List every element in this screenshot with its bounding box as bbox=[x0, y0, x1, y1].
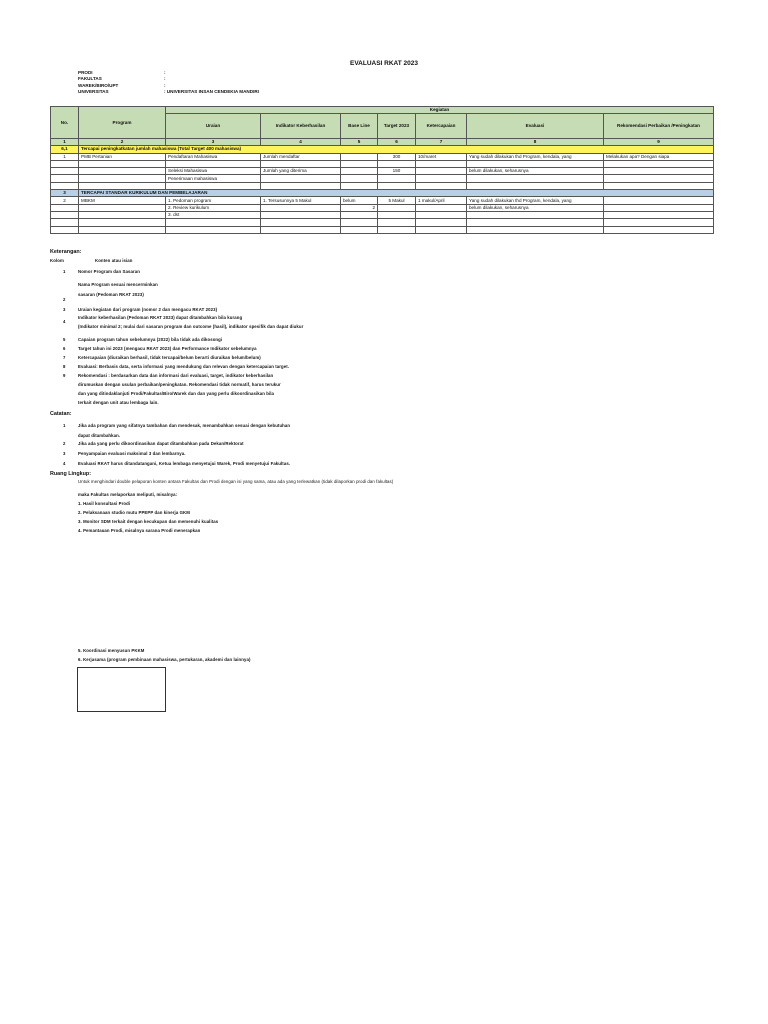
cell-no bbox=[51, 168, 79, 175]
catatan-item-text: Evaluasi RKAT harus ditandatangani, Ketua lembaga menyetujui Warek, Prodi menyetujui Fakultas. bbox=[78, 461, 291, 466]
cell-evaluasi bbox=[467, 226, 604, 233]
cell-indikator: Jumlah mendaftar bbox=[261, 153, 341, 160]
cell-no bbox=[51, 175, 79, 182]
cell-target bbox=[378, 182, 416, 189]
cell-indikator bbox=[261, 211, 341, 218]
cell-target bbox=[378, 226, 416, 233]
keterangan-item-text: Capaian program tahun sebelumnya (2022) bila tidak ada dikosongi bbox=[78, 337, 223, 342]
cell-base bbox=[341, 211, 378, 218]
keterangan-item-number: 9 bbox=[63, 373, 66, 378]
cell-base: 2 bbox=[341, 204, 378, 211]
keterangan-item-number: 3 bbox=[63, 307, 66, 312]
keterangan-item-text: sasaran (Pedoman RKAT 2023) bbox=[78, 292, 144, 297]
cell-rekom bbox=[604, 226, 714, 233]
cell-indikator bbox=[261, 175, 341, 182]
cell-target: 300 bbox=[378, 153, 416, 160]
header-baseline: Base Line bbox=[341, 114, 378, 139]
table-row bbox=[51, 153, 714, 160]
cell-program: MBKM bbox=[79, 197, 166, 204]
header-no: No. bbox=[51, 107, 79, 139]
cell-no bbox=[51, 211, 79, 218]
cell-base bbox=[341, 182, 378, 189]
cell-program bbox=[79, 219, 166, 226]
keterangan-item-number: 2 bbox=[63, 297, 66, 302]
cell-no bbox=[51, 226, 79, 233]
ruang-lingkup-item: 1. Hasil konsultasi Prodi bbox=[78, 501, 131, 506]
ruang-lingkup-item: 5. Koordinasi menyusun PKKM bbox=[78, 648, 145, 653]
meta-universitas: UNIVERSITAS : UNIVERSITAS INSAN CENDEKIA MANDIRI bbox=[78, 89, 259, 95]
keterangan-item-number: 5 bbox=[63, 337, 66, 342]
cell-uraian: Seleksi Mahasiswa bbox=[166, 168, 261, 175]
catatan-item-number: 3 bbox=[63, 451, 66, 456]
cell-program bbox=[79, 160, 166, 167]
table-row bbox=[51, 197, 714, 204]
cell-uraian bbox=[166, 182, 261, 189]
cell-base bbox=[341, 168, 378, 175]
page-title: EVALUASI RKAT 2023 bbox=[349, 60, 419, 67]
cell-indikator bbox=[261, 226, 341, 233]
cell-capai bbox=[416, 175, 467, 182]
cell-evaluasi: Yang sudah dilakukan thd Program, kendala, yang bbox=[467, 153, 604, 160]
header-kegiatan: Kegiatan bbox=[166, 107, 714, 114]
table-row bbox=[51, 168, 714, 175]
cell-uraian: Penerimaan mahasiswa bbox=[166, 175, 261, 182]
ruang-lingkup-item: 4. Pemantauan Prodi, misalnya sarana Prodi menerapkan bbox=[78, 528, 201, 533]
header-uraian: Uraian bbox=[166, 114, 261, 139]
cell-rekom bbox=[604, 219, 714, 226]
cell-evaluasi bbox=[467, 182, 604, 189]
keterangan-item-text: dirumuskan dengan usulan perbaikan/peningkatan. Rekomendasi tidak normatif, harus terukur bbox=[78, 382, 281, 387]
cell-rekom bbox=[604, 160, 714, 167]
keterangan-item-text: Nomor Program dan Sasaran bbox=[78, 269, 140, 274]
header-rekomendasi: Rekomendasi Perbaikan /Peningkatan bbox=[604, 114, 714, 139]
table-row bbox=[51, 175, 714, 182]
keterangan-heading: Keterangan: bbox=[50, 249, 82, 255]
keterangan-item-number: 6 bbox=[63, 346, 66, 351]
keterangan-item-text: (Indikator minimal 2; mulai dari sasaran program dan outcome (hasil), indikator spesifik dan dapat diukur bbox=[78, 324, 304, 329]
kolom-label: Kolom bbox=[50, 258, 64, 263]
cell-indikator bbox=[261, 219, 341, 226]
column-number-row: 1 2 3 4 5 6 7 8 9 bbox=[51, 139, 714, 146]
cell-target bbox=[378, 211, 416, 218]
keterangan-item-number: 8 bbox=[63, 364, 66, 369]
cell-indikator bbox=[261, 204, 341, 211]
cell-rekom: Melakukan apa? Dengan siapa bbox=[604, 153, 714, 160]
cell-target bbox=[378, 219, 416, 226]
cell-program bbox=[79, 175, 166, 182]
cell-capai: 10/maret bbox=[416, 153, 467, 160]
cell-base bbox=[341, 153, 378, 160]
cell-rekom bbox=[604, 182, 714, 189]
catatan-item-text: Jika ada program yang sifatnya tambahan dan mendesak, menambahkan sesuai dengan kebutuhan bbox=[78, 423, 291, 428]
meta-block bbox=[78, 70, 259, 96]
cell-rekom bbox=[604, 211, 714, 218]
section-1-rows bbox=[51, 153, 714, 189]
cell-base bbox=[341, 226, 378, 233]
cell-program bbox=[79, 182, 166, 189]
ruang-lingkup-item: 6. Kerjasama (program pembinaan mahasiswa, pertukaran, akademi dan lainnya) bbox=[78, 657, 251, 662]
evaluation-table bbox=[50, 106, 714, 234]
meta-fakultas: FAKULTAS : bbox=[78, 76, 166, 82]
cell-no: 1 bbox=[51, 153, 79, 160]
cell-base bbox=[341, 175, 378, 182]
cell-capai bbox=[416, 211, 467, 218]
cell-target bbox=[378, 175, 416, 182]
cell-uraian: Pendaftaran Mahasiswa bbox=[166, 153, 261, 160]
catatan-item-number: 1 bbox=[63, 423, 66, 428]
ruang-lingkup-item: 2. Pelaksanaan studio mutu PPEPP dan kinerja GKM bbox=[78, 510, 190, 515]
catatan-item-number: 4 bbox=[63, 461, 66, 466]
catatan-item-text: dapat ditambahkan. bbox=[78, 433, 121, 438]
cell-indikator: 1. Tersusunnya 5 Makul bbox=[261, 197, 341, 204]
keterangan-item-text: Ketercapaian (diuraikan berhasil, tidak tercapai/belum berarti diuraikan belum/belum) bbox=[78, 355, 261, 360]
cell-rekom bbox=[604, 204, 714, 211]
section-2-rows bbox=[51, 197, 714, 233]
cell-capai bbox=[416, 204, 467, 211]
keterangan-item-text: Indikator keberhasilan (Pedoman RKAT 2023) dapat ditambahkan bila kurang bbox=[78, 315, 243, 320]
catatan-heading: Catatan: bbox=[50, 411, 72, 417]
cell-capai bbox=[416, 182, 467, 189]
keterangan-item-number: 1 bbox=[63, 269, 66, 274]
table-row bbox=[51, 219, 714, 226]
table-row bbox=[51, 204, 714, 211]
catatan-item-number: 2 bbox=[63, 441, 66, 446]
cell-indikator: Jumlah yang diterima bbox=[261, 168, 341, 175]
cell-evaluasi bbox=[467, 211, 604, 218]
keterangan-item-number: 7 bbox=[63, 355, 66, 360]
cell-no bbox=[51, 160, 79, 167]
table-row bbox=[51, 160, 714, 167]
cell-uraian bbox=[166, 226, 261, 233]
cell-evaluasi bbox=[467, 175, 604, 182]
cell-uraian: 1. Pedoman program bbox=[166, 197, 261, 204]
cell-uraian: 2. Review kurikulum bbox=[166, 204, 261, 211]
table-row bbox=[51, 211, 714, 218]
cell-rekom bbox=[604, 175, 714, 182]
cell-no bbox=[51, 219, 79, 226]
table-row bbox=[51, 226, 714, 233]
cell-capai: 1 makul/April bbox=[416, 197, 467, 204]
keterangan-item-text: dan yang ditindaklanjuti Prodi/Fakultas/Biro/Warek dan dan yang perlu dikoordinasikan bila bbox=[78, 391, 275, 396]
keterangan-item-text: Rekomendasi : berdasarkan data dan informasi dari evaluasi, target, indikator keberhasilan bbox=[78, 373, 274, 378]
cell-capai bbox=[416, 226, 467, 233]
cell-target: 5 Makul bbox=[378, 197, 416, 204]
header-program: Program bbox=[79, 107, 166, 139]
cell-evaluasi bbox=[467, 219, 604, 226]
cell-no: 2 bbox=[51, 197, 79, 204]
cell-indikator bbox=[261, 160, 341, 167]
cell-program bbox=[79, 168, 166, 175]
cell-rekom bbox=[604, 197, 714, 204]
cell-evaluasi: belum dilakukan, seharusnya bbox=[467, 204, 604, 211]
cell-program: PMB Pertanian bbox=[79, 153, 166, 160]
keterangan-item-text: Nama Program sesuai mencerminkan bbox=[78, 282, 158, 287]
keterangan-item-text: Evaluasi: Berbasis data, serta informasi yang mendukung dan relevan dengan ketercapaian target. bbox=[78, 364, 290, 369]
cell-target: 150 bbox=[378, 168, 416, 175]
catatan-item-text: Jika ada yang perlu dikoordinasikan dapat ditambahkan pada Dekan/Rektorat bbox=[78, 441, 244, 446]
cell-target bbox=[378, 204, 416, 211]
keterangan-item-text: Target tahun ini 2023 (mengacu RKAT 2023) dan Performance Indikator sebelumnya bbox=[78, 346, 257, 351]
konten-label: Konten atau isian bbox=[95, 258, 133, 263]
cell-uraian bbox=[166, 160, 261, 167]
header-ketercapaian: Ketercapaian bbox=[416, 114, 467, 139]
ruang-lingkup-heading: Ruang Lingkup: bbox=[50, 471, 92, 477]
cell-base bbox=[341, 160, 378, 167]
signature-box bbox=[77, 667, 166, 712]
header-indikator: Indikator Keberhasilan bbox=[261, 114, 341, 139]
cell-program bbox=[79, 226, 166, 233]
ruang-lingkup-item: 3. Monitor SDM terkait dengan kecukupan dan memenuhi kualitas bbox=[78, 519, 219, 524]
cell-target bbox=[378, 160, 416, 167]
cell-base bbox=[341, 219, 378, 226]
keterangan-item-text: terkait dengan unit atau lembaga lain. bbox=[78, 400, 159, 405]
cell-no bbox=[51, 204, 79, 211]
meta-prodi: PRODI : bbox=[78, 70, 166, 75]
cell-uraian bbox=[166, 219, 261, 226]
keterangan-item-number: 4 bbox=[63, 319, 66, 324]
cell-base: belum bbox=[341, 197, 378, 204]
header-target: Target 2023 bbox=[378, 114, 416, 139]
cell-rekom bbox=[604, 168, 714, 175]
table-row bbox=[51, 182, 714, 189]
cell-evaluasi bbox=[467, 160, 604, 167]
cell-capai bbox=[416, 219, 467, 226]
keterangan-item-text: Uraian kegiatan dari program (nomor 2 dan mengacu RKAT 2023) bbox=[78, 307, 218, 312]
meta-warek: WAREK/BIRO/UPT : bbox=[78, 82, 166, 88]
cell-uraian: 3. dst bbox=[166, 211, 261, 218]
cell-capai bbox=[416, 168, 467, 175]
ruang-lingkup-intro: Untuk menghindari double pelaporan konten antara Fakultas dan Prodi dengan isi yang sama, atau ada yang terlewatkan (tidak dilaporkan prodi dan fakultas) bbox=[78, 479, 394, 484]
cell-program bbox=[79, 204, 166, 211]
cell-no bbox=[51, 182, 79, 189]
cell-indikator bbox=[261, 182, 341, 189]
ruang-lingkup-item: maka Fakultas melaporkan meliputi, misalnya: bbox=[78, 492, 178, 497]
cell-program bbox=[79, 211, 166, 218]
cell-evaluasi: Yang sudah dilakukan thd Program, kendala, yang bbox=[467, 197, 604, 204]
cell-capai bbox=[416, 160, 467, 167]
cell-evaluasi: belum dilakukan, seharusnya bbox=[467, 168, 604, 175]
section-row-2: 3 TERCAPAI STANDAR KURIKULUM DAN PEMBELAJARAN bbox=[51, 190, 714, 197]
section-row-1: 6,1 Tercapai peningkatkatan jumlah mahasiswa (Total Target 400 mahasiswa) bbox=[51, 146, 714, 153]
header-evaluasi: Evaluasi bbox=[467, 114, 604, 139]
catatan-item-text: Penyampaian evaluasi maksimal 3 dan lembarnya. bbox=[78, 451, 186, 456]
